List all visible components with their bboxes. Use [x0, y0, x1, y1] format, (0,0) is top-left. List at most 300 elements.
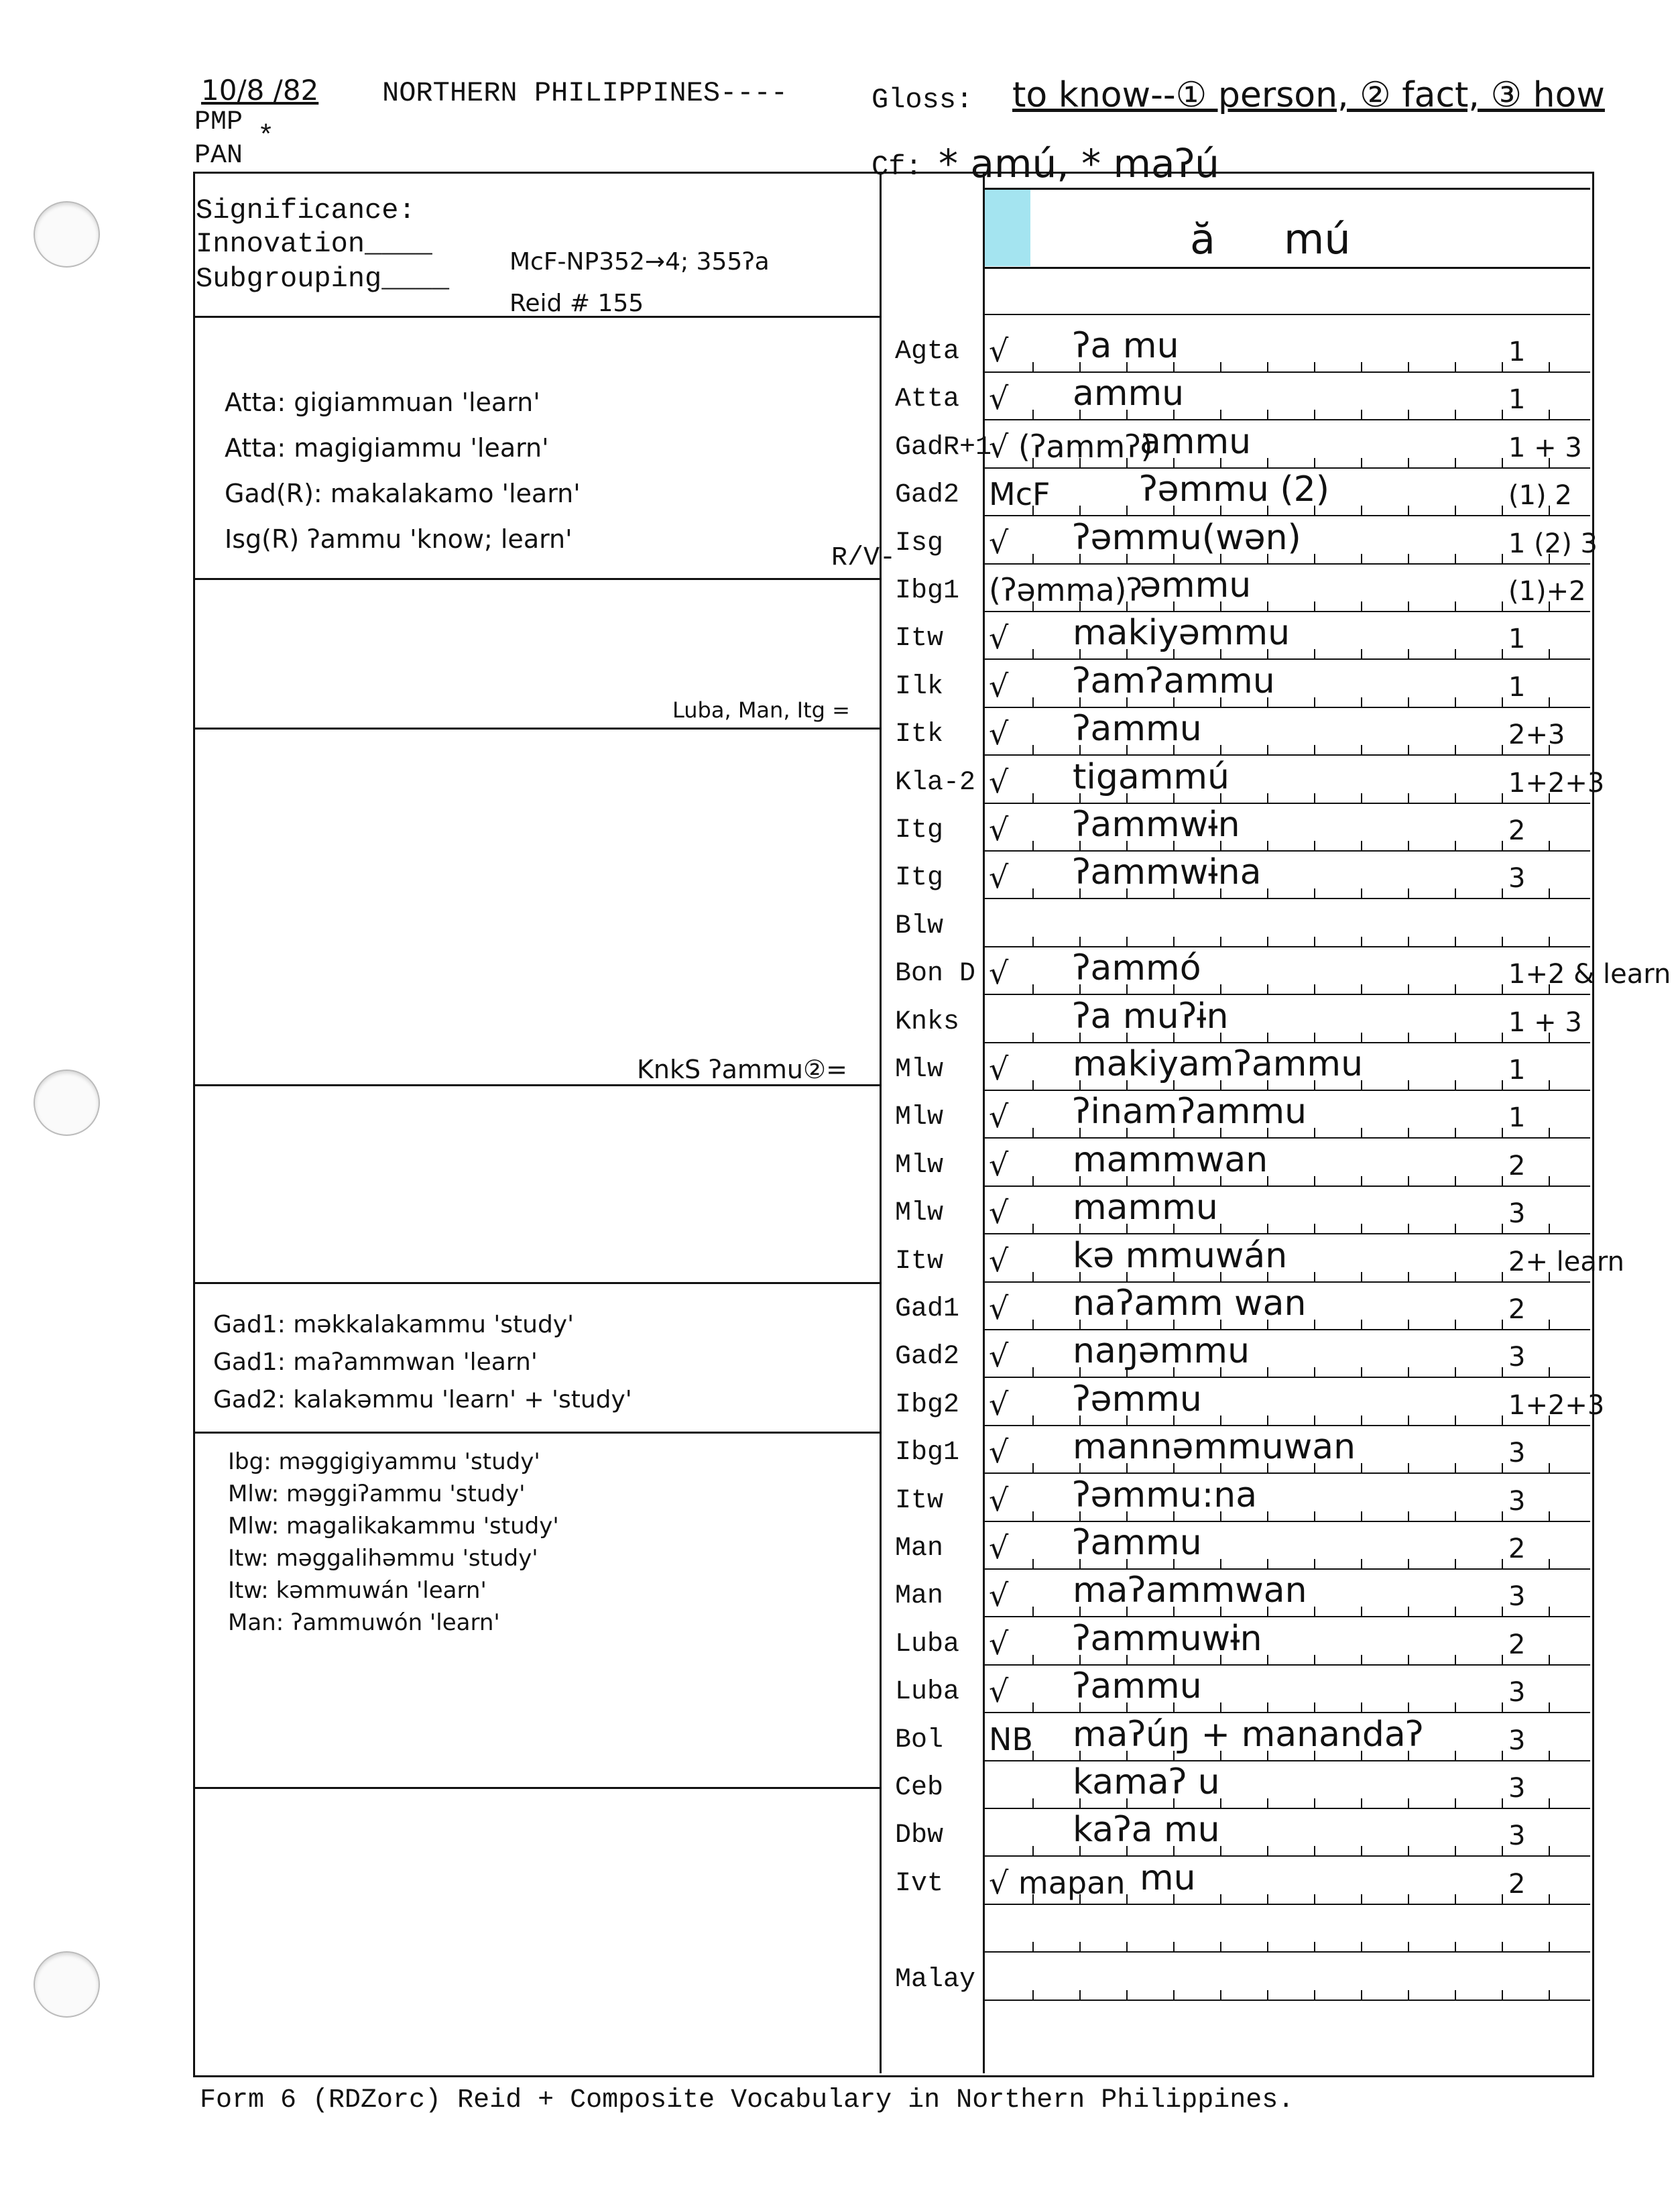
meaning-code: 1 — [1508, 1055, 1526, 1086]
row-tick — [1455, 1224, 1456, 1233]
row-tick — [1314, 697, 1315, 707]
row-tick — [1502, 649, 1503, 658]
row-tick — [1549, 1942, 1550, 1951]
row-tick — [1549, 362, 1550, 371]
meaning-code: 1 (2) 3 — [1508, 528, 1598, 559]
row-tick — [1361, 649, 1362, 658]
row-tick — [1361, 1176, 1362, 1185]
row-tick — [1314, 1942, 1315, 1951]
row-tick — [1267, 745, 1268, 754]
row-rule — [983, 419, 1590, 420]
cognate-form: kamaʔ u — [1073, 1762, 1220, 1802]
row-tick — [1361, 1511, 1362, 1521]
row-tick — [1267, 1894, 1268, 1904]
row-tick — [1314, 1846, 1315, 1855]
row-tick — [1267, 362, 1268, 371]
row-tick — [1220, 1846, 1221, 1855]
row-tick — [1455, 506, 1456, 515]
row-tick — [1032, 1798, 1034, 1808]
row-tick — [1173, 937, 1175, 946]
meaning-code: (1) 2 — [1508, 480, 1572, 511]
check-mark: √ — [989, 1051, 1009, 1087]
row-tick — [1361, 362, 1362, 371]
row-tick — [1502, 697, 1503, 707]
cognate-form: ammu — [1073, 373, 1185, 414]
row-rule — [983, 1329, 1590, 1330]
row-tick — [1361, 1702, 1362, 1712]
check-mark: √ — [989, 1098, 1009, 1135]
row-tick — [1502, 458, 1503, 467]
left-column-divider — [880, 172, 882, 2073]
row-tick — [1361, 506, 1362, 515]
row-rule — [983, 754, 1590, 756]
row-tick — [1408, 1607, 1409, 1616]
check-mark: √ — [989, 668, 1009, 704]
note-line: Isg(R) ʔammu 'know; learn' — [225, 524, 573, 554]
row-tick — [1314, 1511, 1315, 1521]
row-tick — [1455, 601, 1456, 611]
row-tick — [1549, 1224, 1550, 1233]
binder-hole-top — [34, 201, 100, 268]
row-rule — [983, 1377, 1590, 1378]
highlighted-cell — [985, 189, 1030, 266]
row-tick — [1502, 1367, 1503, 1377]
row-tick — [1408, 1559, 1409, 1568]
note-line: Mlw: məggiʔammu 'study' — [228, 1481, 526, 1507]
row-tick — [1032, 1942, 1034, 1951]
row-tick — [1126, 937, 1128, 946]
row-tick — [1032, 1559, 1034, 1568]
row-tick — [1314, 601, 1315, 611]
cognate-form: makiyəmmu — [1073, 613, 1291, 653]
check-mark: √ — [989, 1529, 1009, 1566]
row-tick — [1079, 506, 1081, 515]
language-label: Ceb — [895, 1773, 944, 1803]
row-rule — [983, 611, 1590, 612]
meaning-code: 2 — [1508, 1869, 1526, 1900]
row-tick — [1408, 1320, 1409, 1329]
row-tick — [1361, 1846, 1362, 1855]
meaning-code: 1 — [1508, 624, 1526, 654]
note-line: Gad(R): makalakamo 'learn' — [225, 479, 581, 508]
row-tick — [1032, 745, 1034, 754]
row-tick — [1502, 1080, 1503, 1090]
check-mark: √ — [989, 333, 1009, 369]
row-rule — [983, 1904, 1590, 1905]
row-rule — [983, 1808, 1590, 1809]
row-tick — [1032, 1990, 1034, 2000]
row-rule — [983, 1233, 1590, 1234]
row-tick — [1455, 793, 1456, 803]
row-tick — [1408, 1128, 1409, 1137]
row-tick — [1408, 1894, 1409, 1904]
row-rule — [983, 515, 1590, 516]
row-tick — [1361, 1415, 1362, 1425]
ilk-bracket-note: Luba, Man, Itg = — [672, 697, 850, 723]
row-tick — [1408, 649, 1409, 658]
row-tick — [1032, 1367, 1034, 1377]
row-tick — [1314, 1320, 1315, 1329]
row-tick — [1549, 937, 1550, 946]
form-footer: Form 6 (RDZorc) Reid + Composite Vocabulary in Northern Philippines. — [200, 2085, 1295, 2116]
row-tick — [1220, 362, 1221, 371]
row-rule — [983, 1281, 1590, 1283]
row-tick — [1502, 410, 1503, 419]
check-mark: √ — [989, 715, 1009, 752]
row-tick — [1361, 1655, 1362, 1664]
check-mark: √ — [989, 620, 1009, 656]
gloss-label: Gloss: — [872, 84, 973, 116]
check-mark: √ — [989, 1147, 1009, 1183]
row-tick — [1455, 1033, 1456, 1042]
row-tick — [1549, 1463, 1550, 1472]
row-tick — [1455, 1607, 1456, 1616]
cognate-form: ʔammó — [1073, 948, 1201, 988]
check-mark: NB — [989, 1721, 1033, 1757]
row-tick — [1361, 984, 1362, 994]
language-label: Man — [895, 1581, 944, 1611]
row-tick — [1220, 1702, 1221, 1712]
language-label: Mlw — [895, 1151, 944, 1181]
row-tick — [1549, 1367, 1550, 1377]
row-tick — [1361, 1894, 1362, 1904]
row-tick — [1502, 1798, 1503, 1808]
row-tick — [1032, 937, 1034, 946]
cognate-form: naŋəmmu — [1073, 1331, 1250, 1371]
row-tick — [1455, 745, 1456, 754]
row-tick — [1408, 937, 1409, 946]
note-line: Mlw: magalikakammu 'study' — [228, 1513, 559, 1540]
row-tick — [1314, 1559, 1315, 1568]
language-label: Ibg1 — [895, 1438, 960, 1468]
row-tick — [1314, 554, 1315, 563]
row-tick — [1220, 1894, 1221, 1904]
row-tick — [1314, 1128, 1315, 1137]
language-label: Mlw — [895, 1198, 944, 1228]
row-tick — [1408, 458, 1409, 467]
note-line: Itw: kəmmuwán 'learn' — [228, 1577, 487, 1604]
row-tick — [1502, 1655, 1503, 1664]
language-label: Ivt — [895, 1869, 944, 1899]
row-tick — [1267, 888, 1268, 898]
note-line: Itw: məggalihəmmu 'study' — [228, 1545, 538, 1572]
row-tick — [1361, 745, 1362, 754]
row-tick — [1549, 1559, 1550, 1568]
check-mark: √ — [989, 1577, 1009, 1613]
row-tick — [1314, 458, 1315, 467]
left-section-line-6 — [193, 1432, 880, 1434]
row-tick — [1361, 1990, 1362, 2000]
row-tick — [1314, 362, 1315, 371]
row-tick — [1502, 1463, 1503, 1472]
meaning-code: 3 — [1508, 1820, 1526, 1851]
language-label: Bol — [895, 1725, 944, 1755]
row-tick — [1361, 1463, 1362, 1472]
meaning-code: 2 — [1508, 1294, 1526, 1325]
row-tick — [1455, 1942, 1456, 1951]
row-rule — [983, 1568, 1590, 1570]
row-tick — [1549, 1894, 1550, 1904]
row-tick — [1455, 458, 1456, 467]
row-tick — [1408, 410, 1409, 419]
meaning-code: 1+2 & learn — [1508, 959, 1671, 990]
meaning-code: 3 — [1508, 1342, 1526, 1373]
check-mark: √ — [989, 1434, 1009, 1470]
cognate-form: ʔammwɨna — [1073, 852, 1262, 892]
left-section-line-2 — [193, 578, 880, 580]
check-mark: √ mapan — [989, 1865, 1126, 1901]
row-tick — [1361, 697, 1362, 707]
meaning-code: 3 — [1508, 1486, 1526, 1517]
row-tick — [1455, 1463, 1456, 1472]
row-tick — [1361, 410, 1362, 419]
meaning-code: 3 — [1508, 1198, 1526, 1229]
row-tick — [1032, 1415, 1034, 1425]
row-tick — [1502, 1559, 1503, 1568]
row-rule — [983, 1472, 1590, 1474]
note-line: Gad1: məkkalakammu 'study' — [213, 1311, 574, 1338]
row-tick — [1361, 1320, 1362, 1329]
row-tick — [1314, 1176, 1315, 1185]
row-tick — [1032, 554, 1034, 563]
row-tick — [1032, 1080, 1034, 1090]
row-tick — [1267, 1367, 1268, 1377]
row-tick — [1361, 1942, 1362, 1951]
row-tick — [1267, 1415, 1268, 1425]
row-tick — [1549, 1511, 1550, 1521]
row-tick — [1455, 1320, 1456, 1329]
cognate-form: tigammú — [1073, 757, 1229, 797]
significance-label: Significance: — [196, 194, 416, 227]
row-tick — [1314, 1415, 1315, 1425]
row-tick — [1408, 1942, 1409, 1951]
row-tick — [1220, 1942, 1221, 1951]
reid-reference: Reid # 155 — [509, 290, 644, 317]
row-tick — [1455, 649, 1456, 658]
cognate-form: makiyamʔammu — [1073, 1044, 1364, 1084]
row-tick — [1408, 1033, 1409, 1042]
row-tick — [1032, 888, 1034, 898]
left-section-line-7 — [193, 1787, 880, 1789]
recon-syllable-2: mú — [1284, 215, 1351, 264]
pmp-label: PMP — [194, 107, 243, 137]
meaning-code: 1 — [1508, 1102, 1526, 1133]
row-tick — [1408, 1702, 1409, 1712]
meaning-code: 1 + 3 — [1508, 432, 1582, 463]
cognate-form: ʔa muʔɨn — [1073, 996, 1229, 1037]
cognate-form: naʔamm wan — [1073, 1283, 1307, 1324]
row-rule — [983, 1137, 1590, 1139]
row-tick — [1549, 410, 1550, 419]
row-tick — [1455, 841, 1456, 850]
check-mark: √ — [989, 811, 1009, 848]
row-tick — [1032, 793, 1034, 803]
meaning-code: 2 — [1508, 1533, 1526, 1564]
row-tick — [1267, 1511, 1268, 1521]
row-tick — [1408, 984, 1409, 994]
row-tick — [1267, 793, 1268, 803]
row-rule — [983, 1425, 1590, 1426]
row-tick — [1502, 937, 1503, 946]
row-tick — [1408, 745, 1409, 754]
row-tick — [1502, 888, 1503, 898]
row-tick — [1502, 1320, 1503, 1329]
row-tick — [1455, 1655, 1456, 1664]
row-tick — [1455, 697, 1456, 707]
language-label: Mlw — [895, 1055, 944, 1085]
cognate-form: ʔammu — [1073, 1666, 1202, 1706]
row-tick — [1502, 1511, 1503, 1521]
row-tick — [1220, 937, 1221, 946]
row-tick — [1549, 888, 1550, 898]
row-tick — [1408, 554, 1409, 563]
left-section-line-5 — [193, 1282, 880, 1284]
check-mark: √ — [989, 1673, 1009, 1709]
row-tick — [1314, 793, 1315, 803]
row-tick — [1079, 1942, 1081, 1951]
row-tick — [1408, 1798, 1409, 1808]
meaning-code: 3 — [1508, 1677, 1526, 1708]
row-tick — [1549, 1176, 1550, 1185]
note-line: Atta: magigiammu 'learn' — [225, 433, 549, 463]
row-tick — [1126, 1894, 1128, 1904]
language-label: Itw — [895, 1486, 944, 1516]
row-tick — [1549, 1080, 1550, 1090]
cognate-form: ʔəmmu — [1073, 1379, 1202, 1420]
gloss-value: to know--① person, ② fact, ③ how — [1012, 75, 1605, 115]
row-tick — [1032, 649, 1034, 658]
row-tick — [1549, 1607, 1550, 1616]
row-tick — [1361, 937, 1362, 946]
meaning-code: 3 — [1508, 1438, 1526, 1468]
row-tick — [1502, 1224, 1503, 1233]
meaning-code: 1 — [1508, 337, 1526, 367]
row-tick — [1267, 1942, 1268, 1951]
row-rule — [983, 658, 1590, 660]
row-tick — [1267, 1702, 1268, 1712]
cf-label: Cf: — [872, 151, 922, 183]
row-tick — [1408, 362, 1409, 371]
row-tick — [1079, 937, 1081, 946]
meaning-code: 1 — [1508, 384, 1526, 415]
row-tick — [1361, 1033, 1362, 1042]
row-tick — [1361, 601, 1362, 611]
rv-prefix: R/V- — [831, 543, 896, 573]
row-tick — [1408, 1511, 1409, 1521]
language-label: Agta — [895, 337, 960, 367]
pmp-star: * — [257, 121, 275, 153]
row-tick — [1314, 841, 1315, 850]
subgrouping-label: Subgrouping____ — [196, 263, 450, 295]
row-tick — [1408, 1176, 1409, 1185]
mcf-reference: McF-NP352→4; 355ʔa — [509, 248, 770, 276]
row-tick — [1314, 888, 1315, 898]
row-rule — [983, 707, 1590, 708]
row-tick — [1455, 554, 1456, 563]
row-tick — [1361, 1272, 1362, 1281]
row-tick — [1314, 1894, 1315, 1904]
row-tick — [1502, 1702, 1503, 1712]
row-tick — [1361, 554, 1362, 563]
row-tick — [1408, 506, 1409, 515]
row-tick — [1455, 1511, 1456, 1521]
language-label: Itw — [895, 624, 944, 654]
cognate-form: ʔəmmu(wən) — [1073, 518, 1301, 558]
row-tick — [1032, 410, 1034, 419]
row-rule — [983, 371, 1590, 373]
row-tick — [1267, 601, 1268, 611]
meaning-code: 3 — [1508, 863, 1526, 894]
row-rule — [983, 1090, 1590, 1091]
row-tick — [1408, 1080, 1409, 1090]
row-rule — [983, 1521, 1590, 1522]
row-tick — [1502, 1176, 1503, 1185]
row-tick — [1220, 1798, 1221, 1808]
row-tick — [1361, 1798, 1362, 1808]
check-mark: √ — [989, 524, 1009, 561]
cognate-form: ʔammu — [1073, 1523, 1202, 1563]
check-mark: √ — [989, 1625, 1009, 1662]
row-rule — [983, 1664, 1590, 1666]
row-tick — [1361, 458, 1362, 467]
row-tick — [1455, 1702, 1456, 1712]
row-tick — [1032, 1655, 1034, 1664]
row-tick — [1267, 1033, 1268, 1042]
row-tick — [1502, 1846, 1503, 1855]
row-rule — [983, 850, 1590, 852]
row-tick — [1126, 1942, 1128, 1951]
cognate-form: mammu — [1073, 1188, 1218, 1228]
row-tick — [1314, 745, 1315, 754]
meaning-code: 1 — [1508, 672, 1526, 703]
meaning-code: 1 + 3 — [1508, 1007, 1582, 1038]
check-mark: √ — [989, 1338, 1009, 1374]
cognate-form: ʔa mu — [1073, 326, 1179, 366]
row-tick — [1455, 1894, 1456, 1904]
row-tick — [1220, 410, 1221, 419]
left-section-line-3 — [193, 728, 880, 730]
meaning-code: 3 — [1508, 1725, 1526, 1756]
row-tick — [1267, 1990, 1268, 2000]
row-tick — [1267, 841, 1268, 850]
knks-note: KnkS ʔammu②= — [637, 1055, 847, 1084]
row-tick — [1314, 1607, 1315, 1616]
cf-value: * amú, * maʔú — [939, 141, 1219, 186]
row-tick — [1502, 984, 1503, 994]
row-tick — [1220, 1990, 1221, 2000]
language-label: Mlw — [895, 1102, 944, 1133]
recon-syllable-1: ă — [1190, 215, 1215, 264]
row-tick — [1314, 1702, 1315, 1712]
row-tick — [1032, 841, 1034, 850]
row-rule — [983, 1855, 1590, 1857]
row-tick — [1032, 1846, 1034, 1855]
meaning-code: 1+2+3 — [1508, 1390, 1605, 1421]
row-tick — [1502, 1607, 1503, 1616]
row-tick — [1408, 697, 1409, 707]
language-label: Blw — [895, 911, 944, 941]
language-label: Itw — [895, 1247, 944, 1277]
row-tick — [1220, 1415, 1221, 1425]
row-tick — [1408, 1415, 1409, 1425]
row-tick — [1455, 937, 1456, 946]
language-label: Luba — [895, 1677, 960, 1707]
recon-grid-rule — [983, 314, 1590, 315]
row-tick — [1549, 649, 1550, 658]
row-rule — [983, 1185, 1590, 1187]
cognate-form: ʔammuwɨn — [1073, 1619, 1262, 1659]
row-tick — [1173, 1990, 1175, 2000]
